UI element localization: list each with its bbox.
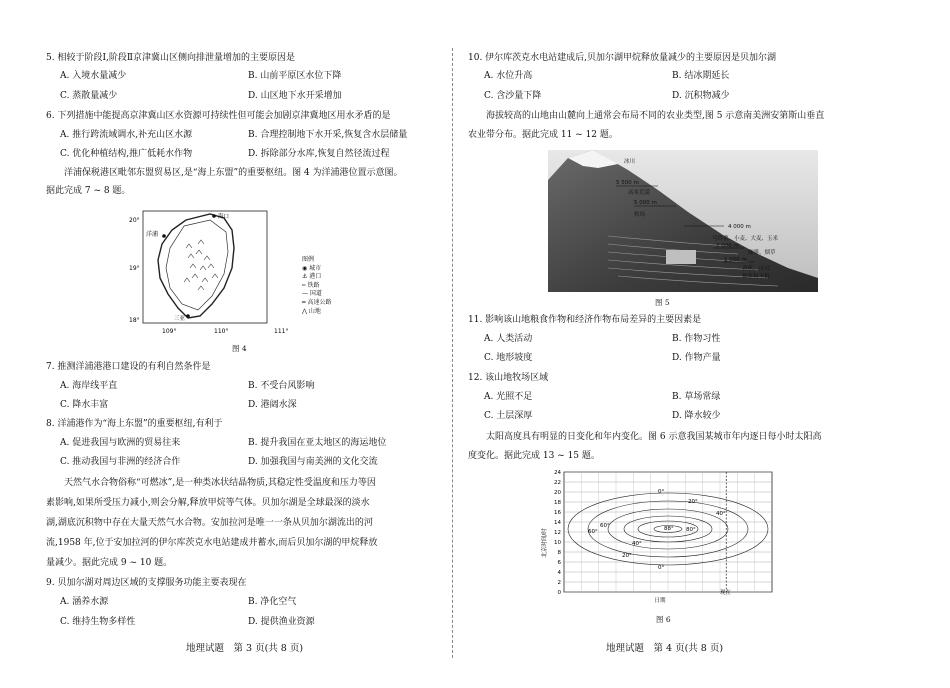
fig4-legend <box>302 256 332 316</box>
railway-icon: ┅ <box>302 281 308 289</box>
fig6-y-tick: 16 <box>554 510 561 516</box>
right-footer: 地理试题 第 4 页(共 8 页) <box>606 643 724 654</box>
legend-expressway: 高速公路 <box>307 298 332 306</box>
lon-109-label: 109° <box>162 328 177 335</box>
q5-option-d: D. 山区地下水开采增加 <box>248 91 342 101</box>
intro-1315-line2: 度变化。据此完成 13 ~ 15 题。 <box>468 451 600 461</box>
q12-option-c: C. 土层深厚 <box>484 411 533 421</box>
alt-5500-label: 5 500 m <box>616 180 639 186</box>
figure-5-andes <box>548 150 818 292</box>
lat-19-label: 19° <box>129 265 140 272</box>
expressway-icon: ═ <box>302 298 308 306</box>
alt-4000-label: 4 000 m <box>728 224 751 230</box>
sanya-label: 三亚 <box>174 316 186 322</box>
q8-option-a: A. 促进我国与欧洲的贸易往来 <box>60 438 181 448</box>
q10-option-b: B. 结冰期延长 <box>672 71 730 81</box>
lowland-crops-label-2: 棉花和水稻 <box>742 274 770 280</box>
figure-4-map <box>128 208 298 338</box>
intro-78-line2: 据此完成 7 ~ 8 题。 <box>46 186 131 196</box>
q7-option-c: C. 降水丰富 <box>60 400 109 410</box>
fig6-y-tick: 14 <box>554 520 561 526</box>
q5-option-c: C. 蒸散量减少 <box>60 91 118 101</box>
intro-1112-line1: 海拔较高的山地由山麓向上通常会布局不同的农业类型,图 5 示意南美洲安第斯山垂直 <box>486 111 825 121</box>
legend-mountain: 山地 <box>308 307 321 315</box>
fig6-contour-label: 60° <box>600 523 610 529</box>
q12-option-b: B. 草场常绿 <box>672 392 721 402</box>
q8-option-d: D. 加强我国与南美洲的文化交流 <box>248 457 378 467</box>
legend-railway: 铁路 <box>307 281 320 289</box>
q7-option-a: A. 海岸线平直 <box>60 381 118 391</box>
alt-1000-label: 1 000 m <box>724 257 747 263</box>
figure-6-contour-chart <box>540 468 780 608</box>
q9-option-d: D. 提供渔业资源 <box>248 617 315 627</box>
q11-option-c: C. 地形坡度 <box>484 353 533 363</box>
intro-78-line1: 洋浦保税港区毗邻东盟贸易区,是“海上东盟”的重要枢纽。图 4 为洋浦港位置示意图。 <box>64 168 403 178</box>
fig6-y-tick: 20 <box>554 490 561 496</box>
yangpu-label: 洋浦 <box>146 231 159 238</box>
pasture-label: 牧场 <box>634 212 646 218</box>
q7-stem: 7. 推测洋浦港港口建设的有利自然条件是 <box>46 362 211 372</box>
intro-1315-line1: 太阳高度具有明显的日变化和年内变化。图 6 示意我国某城市年内逐日每小时太阳高 <box>486 432 822 442</box>
page-divider <box>452 48 453 658</box>
fig6-y-tick: 10 <box>554 540 561 546</box>
q9-stem: 9. 贝加尔湖对周边区域的支撑服务功能主要表现在 <box>46 578 247 588</box>
intro-910-line5: 量减少。据此完成 9 ~ 10 题。 <box>46 558 173 568</box>
intro-910-line1: 天然气水合物俗称“可燃冰”,是一种类冰状结晶物质,其稳定性受温度和压力等因 <box>64 478 376 488</box>
figure-5-caption: 图 5 <box>655 298 670 307</box>
q10-stem: 10. 伊尔库茨克水电站建成后,贝加尔湖甲烷释放量减少的主要原因是贝加尔湖 <box>468 53 777 63</box>
q12-option-a: A. 光照不足 <box>484 392 533 402</box>
lowland-crops-label-1: 香蕉、可可、 <box>742 266 776 272</box>
q5-option-a: A. 入境水量减少 <box>60 71 127 81</box>
fig6-x-axis-label: 日期 <box>654 598 666 604</box>
q10-option-d: D. 沉积物减少 <box>672 91 730 101</box>
q12-stem: 12. 该山地牧场区域 <box>468 373 549 383</box>
fig6-y-tick: 4 <box>557 570 561 576</box>
q9-option-b: B. 净化空气 <box>248 597 297 607</box>
fig6-y-tick: 18 <box>554 500 561 506</box>
lon-111-label: 111° <box>274 328 289 335</box>
legend-title: 图例 <box>302 256 315 263</box>
q9-option-c: C. 维持生物多样性 <box>60 617 136 627</box>
port-icon: ⚓ <box>302 273 310 281</box>
fig6-y-tick: 12 <box>554 530 561 536</box>
fig6-y-tick: 22 <box>554 480 561 486</box>
fig6-y-tick: 2 <box>557 580 561 586</box>
fig6-contour-label: 40° <box>716 511 726 517</box>
alt-5000-label: 5 000 m <box>634 200 657 206</box>
mountain-icon: ⋀ <box>302 307 309 315</box>
q6-option-d: D. 拆除部分水库,恢复自然径流过程 <box>248 149 390 159</box>
q6-option-a: A. 推行跨流域调水,补充山区水源 <box>60 130 193 140</box>
q11-option-d: D. 作物产量 <box>672 353 721 363</box>
haikou-label: 海口 <box>218 214 230 220</box>
fig6-contour-label: 0° <box>658 565 665 571</box>
fig6-contour-label: 0° <box>658 489 665 495</box>
q8-option-b: B. 提升我国在亚太地区的海运地位 <box>248 438 387 448</box>
fig6-contour-label: 88° <box>664 526 674 532</box>
fig6-contour-label: 60° <box>588 529 598 535</box>
lat-20-label: 20° <box>129 217 140 224</box>
q10-option-a: A. 水位升高 <box>484 71 533 81</box>
mountain-symbols <box>184 240 218 290</box>
legend-city: 城市 <box>309 264 322 272</box>
q8-option-c: C. 推动我国与非洲的经济合作 <box>60 457 181 467</box>
legend-port: 港口 <box>309 273 322 281</box>
q7-option-b: B. 不受台风影响 <box>248 381 315 391</box>
q10-option-c: C. 含沙量下降 <box>484 91 542 101</box>
q12-option-d: D. 降水较少 <box>672 411 721 421</box>
legend-national-road: 国道 <box>309 290 322 298</box>
city-icon: ◉ <box>302 264 310 272</box>
fig6-y-tick: 6 <box>557 560 561 566</box>
figure-6-caption: 图 6 <box>656 615 671 624</box>
fig6-contour-label: 20° <box>622 553 632 559</box>
alt-2000-label: 2 000 m <box>716 243 739 249</box>
crops-4000-label: 马铃薯、小麦、大麦、玉米 <box>712 236 779 242</box>
national-road-icon: — <box>302 290 310 298</box>
fig6-contour-label: 40° <box>632 541 642 547</box>
q11-stem: 11. 影响该山地粮食作物和经济作物布局差异的主要因素是 <box>468 315 702 325</box>
q6-option-b: B. 合理控制地下水开采,恢复含水层储量 <box>248 130 408 140</box>
lon-110-label: 110° <box>214 328 229 335</box>
fig6-contour-label: 20° <box>688 499 698 505</box>
fig6-contour-label: 80° <box>686 527 696 533</box>
fig6-y-axis-label: 北京时间/时 <box>542 528 548 558</box>
intro-910-line2: 素影响,如果所受压力减小,则会分解,释放甲烷等气体。贝加尔湖是全球最深的淡水 <box>46 498 370 508</box>
fig6-y-tick: 24 <box>554 470 561 476</box>
fig6-y-tick-labels <box>554 470 562 596</box>
q5-option-b: B. 山前平原区水位下降 <box>248 71 342 81</box>
q6-option-c: C. 优化种植结构,推广低耗水作物 <box>60 149 193 159</box>
left-footer: 地理试题 第 3 页(共 8 页) <box>186 643 304 654</box>
alpine-desert-label: 高寒荒漠 <box>628 190 651 196</box>
fig6-y-tick: 8 <box>557 550 561 556</box>
q7-option-d: D. 港阔水深 <box>248 400 297 410</box>
coffee-label: 咖啡、烟草 <box>748 250 776 256</box>
q11-option-b: B. 作物习性 <box>672 334 721 344</box>
q5-stem: 5. 相较于阶段Ⅰ,阶段Ⅱ京津冀山区侧向排泄量增加的主要原因是 <box>46 53 295 63</box>
intro-910-line3: 湖,湖底沉积物中存在大量天然气水合物。安加拉河是唯一一条从贝加尔湖流出的河 <box>46 518 373 528</box>
fig6-now-label: 现在 <box>720 590 732 596</box>
intro-910-line4: 流,1958 年,位于安加拉河的伊尔库茨克水电站建成并蓄水,而后贝加尔湖的甲烷释放 <box>46 538 378 548</box>
q6-stem: 6. 下列措施中能提高京津冀山区水资源可持续性但可能会加剧京津冀地区用水矛盾的是 <box>46 111 391 121</box>
intro-1112-line2: 农业带分布。据此完成 11 ~ 12 题。 <box>468 130 618 140</box>
fig6-y-tick: 0 <box>557 590 561 596</box>
figure-4-caption: 图 4 <box>232 344 247 353</box>
q8-stem: 8. 洋浦港作为“海上东盟”的重要枢纽,有利于 <box>46 419 223 429</box>
glacier-label: 冰川 <box>624 159 636 165</box>
lat-18-label: 18° <box>129 317 140 324</box>
q9-option-a: A. 涵养水源 <box>60 597 109 607</box>
q11-option-a: A. 人类活动 <box>484 334 533 344</box>
